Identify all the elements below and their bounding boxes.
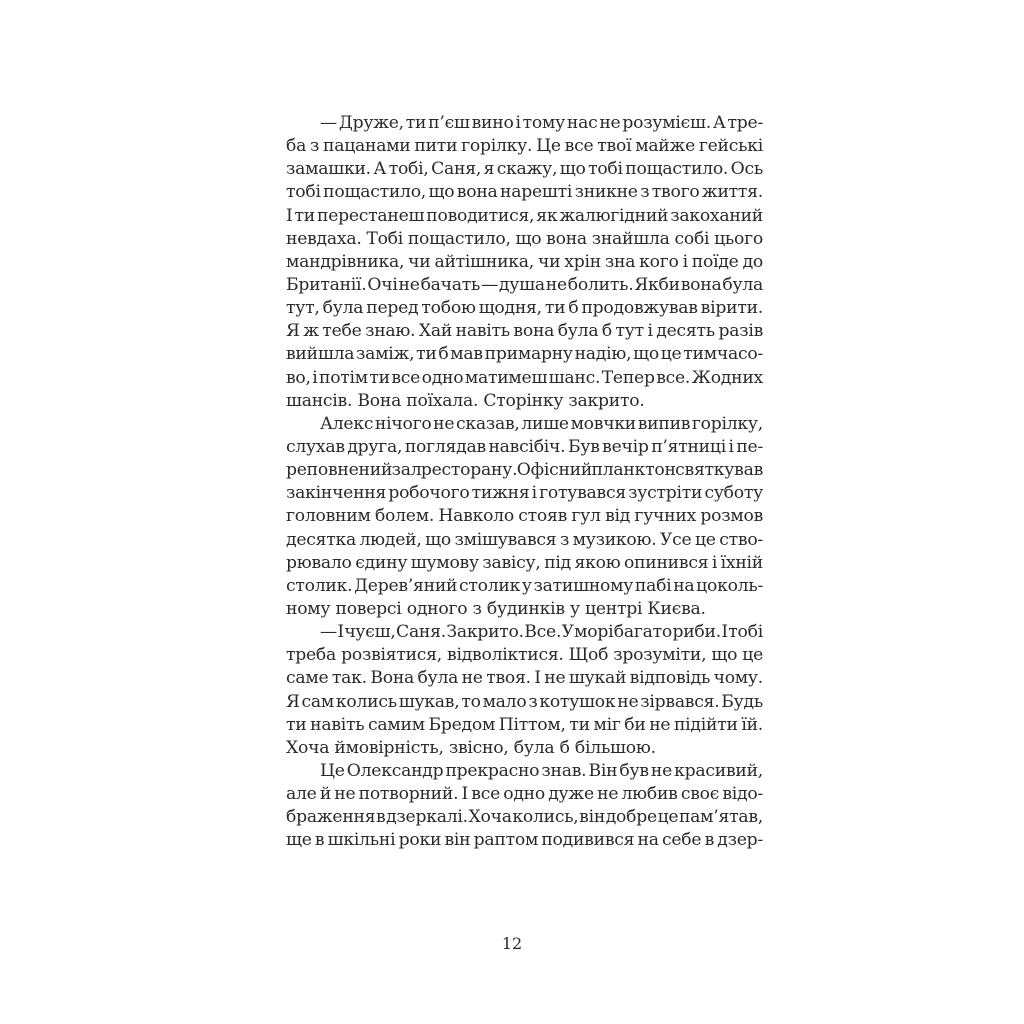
text-line: невдаха. Тобі пощастило, що вона знайшла собі цього	[286, 228, 763, 249]
text-line: ба з пацанами пити горілку. Це все твої майже гейські	[286, 136, 763, 157]
text-line: але й не потворний. І все одно дуже не любив своє відо-	[286, 784, 763, 805]
text-line: Я ж тебе знаю. Хай навіть вона була б тут і десять разів	[286, 321, 763, 342]
text-line: во, і потім ти все одно матимеш шанс. Тепер все. Жодних	[286, 367, 763, 388]
page-number: 12	[501, 934, 523, 953]
paragraph	[286, 621, 763, 760]
text-line: мандрівника, чи айтішника, чи хрін зна кого і поїде до	[286, 251, 763, 272]
text-line: — Друже, ти п’єш вино і тому нас не розумієш. А тре-	[320, 113, 763, 133]
text-line: Алекс нічого не сказав, лише мовчки випив горілку,	[320, 413, 763, 434]
paragraph	[286, 760, 763, 853]
text-line: реповнений зал ресторану. Офісний планктон святкував	[286, 460, 763, 481]
text-line: шансів. Вона поїхала. Сторінку закрито.	[286, 390, 645, 411]
text-line: — І чуєш, Саня. Закрито. Все. У морі багато риби. І тобі	[320, 622, 763, 643]
text-line: Це Олександр прекрасно знав. Він був не красивий,	[320, 760, 763, 781]
text-line: тобі пощастило, що вона нарешті зникне з твого життя.	[286, 182, 763, 203]
text-line: Я сам колись шукав, то мало з котушок не зірвався. Будь	[286, 691, 763, 712]
text-line: слухав друга, поглядав навсібіч. Був вечір п’ятниці і пе-	[286, 436, 763, 457]
text-line: десятка людей, що змішувався з музикою. Усе це ство-	[286, 529, 763, 550]
text-line: головним болем. Навколо стояв гул від гучних розмов	[286, 506, 763, 527]
text-line: ще в шкільні роки він раптом подивився на себе в дзер-	[286, 830, 763, 851]
text-line: ному поверсі одного з будинків у центрі Києва.	[286, 598, 706, 619]
text-line: замашки. А тобі, Саня, я скажу, що тобі пощастило. Ось	[286, 159, 763, 180]
text-line: рювало єдину шумову завісу, під якою опинився і їхній	[286, 552, 763, 573]
text-line: ти навіть самим Бредом Піттом, ти міг би не підійти їй.	[286, 714, 763, 735]
text-line: треба розвіятися, відволіктися. Щоб зрозуміти, що це	[286, 645, 763, 666]
text-line: закінчення робочого тижня і готувався зустріти суботу	[286, 483, 763, 504]
paragraph	[286, 413, 763, 621]
text-line: столик. Дерев’яний столик у затишному пабі на цоколь-	[286, 575, 763, 596]
text-line: браження в дзеркалі. Хоча колись, він добре це пам’ятав,	[286, 807, 763, 828]
text-line: вийшла заміж, ти б мав примарну надію, що це тимчасо-	[286, 344, 763, 365]
body-text	[286, 112, 763, 853]
paragraph	[286, 112, 763, 413]
text-line: саме так. Вона була не твоя. І не шукай відповідь чому.	[286, 668, 763, 689]
text-line: тут, була перед тобою щодня, ти б продовжував вірити.	[286, 298, 763, 319]
text-line: І ти перестанеш поводитися, як жалюгідний закоханий	[286, 205, 763, 226]
text-line: Британії. Очі не бачать — душа не болить. Якби вона була	[286, 274, 763, 295]
text-line: Хоча ймовірність, звісно, була б більшою.	[286, 737, 656, 758]
